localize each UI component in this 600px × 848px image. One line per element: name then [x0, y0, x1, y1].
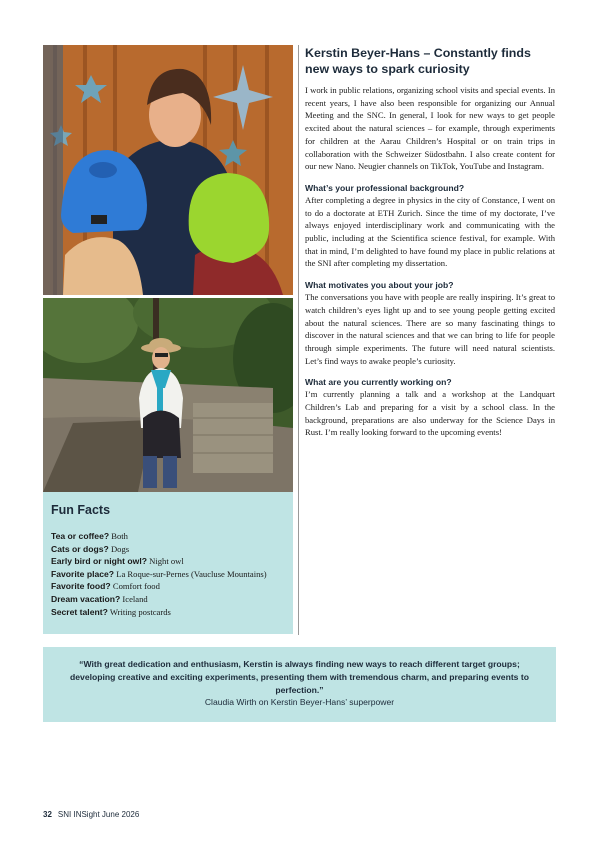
- quote-source: Claudia Wirth on Kerstin Beyer-Hans’ superpower: [204, 697, 395, 708]
- article-title: Kerstin Beyer-Hans – Constantly finds new ways to spark curiosity: [305, 46, 531, 76]
- fun-fact-answer: La Roque-sur-Pernes (Vaucluse Mountains): [116, 568, 267, 579]
- fun-fact-answer: Iceland: [122, 593, 148, 604]
- fun-fact-question: Cats or dogs?: [51, 543, 109, 554]
- fun-fact-question: Favorite place?: [51, 568, 115, 579]
- fun-fact-item: [51, 580, 285, 593]
- publication-name: SNI INSight June 2026: [57, 810, 140, 819]
- profile-article: [305, 45, 555, 439]
- fun-facts-box: [43, 492, 293, 634]
- fun-fact-item: [51, 606, 285, 619]
- fun-fact-item: [51, 568, 285, 581]
- fun-fact-question: Secret talent?: [51, 606, 108, 617]
- article-intro: I work in public relations, organizing school visits and special events. In recent years, I have also been responsible for organizing our Annual Meeting and the SNC. In general, I look for new ways to get people excited about the natural sciences – for example, through experiments for children at the Aarau Children’s Hospital or on train trips in collaboration with the Schweizer Südostbahn. I also create content for our new Nano. Neugier channels on TikTok, YouTube and Instagram.: [305, 85, 555, 172]
- fun-fact-question: Tea or coffee?: [51, 531, 110, 541]
- page-number: 32: [43, 810, 52, 819]
- fun-fact-item: [51, 555, 285, 568]
- fun-fact-item: [51, 593, 285, 606]
- fun-fact-answer: Comfort food: [112, 581, 160, 592]
- fun-fact-answer: Night owl: [149, 556, 184, 567]
- section-heading: What are you currently working on?: [305, 377, 452, 388]
- section-body: After completing a degree in physics in the city of Constance, I went on to do a doctorate at ETH Zurich. Since the time of my doctorate, I’ve always enjoyed interdisciplinary work and communicating with the public, including at the Scientifica science festival, for example. With that in mind, I’m delighted to have found my place in public relations at the SNI after completing my dissertation.: [305, 194, 555, 269]
- fun-fact-item: [51, 543, 285, 556]
- fun-fact-answer: Both: [111, 531, 128, 541]
- fun-facts-title: Fun Facts: [51, 503, 111, 517]
- photo-kerstin-with-children: [43, 45, 293, 295]
- fun-fact-answer: Dogs: [110, 543, 130, 554]
- page-footer: [43, 810, 139, 819]
- quote-text: “With great dedication and enthusiasm, Kerstin is always finding new ways to reach different target groups; developing creative and exciting experiments, presenting them with tremendous charm, and preparing events to perfection.”: [70, 659, 529, 695]
- section-body: The conversations you have with people are really inspiring. It’s great to watch children’s eyes light up and to see young people getting excited about the natural sciences. There are so many fascinating things to discover in the natural sciences and that we can bring to life for people through simple experiments. The future will need natural scientists. Let’s find ways to awake people’s curiosity.: [305, 292, 555, 366]
- column-divider: [298, 45, 299, 635]
- section-body: I’m currently planning a talk and a workshop at the Landquart Children’s Lab and preparing for a visit by a school class. In the background, preparations are also underway for the Science Days in Rust. I’m really looking forward to the upcoming events!: [305, 389, 555, 438]
- section-heading: What motivates you about your job?: [305, 280, 454, 291]
- fun-fact-question: Favorite food?: [51, 581, 111, 592]
- photo-kerstin-outdoors: [43, 298, 293, 492]
- fun-fact-item: [51, 530, 285, 543]
- fun-fact-question: Early bird or night owl?: [51, 556, 147, 567]
- quote-box: [43, 647, 556, 722]
- fun-fact-answer: Writing postcards: [109, 606, 171, 617]
- fun-fact-question: Dream vacation?: [51, 593, 121, 604]
- section-heading: What’s your professional background?: [305, 182, 465, 193]
